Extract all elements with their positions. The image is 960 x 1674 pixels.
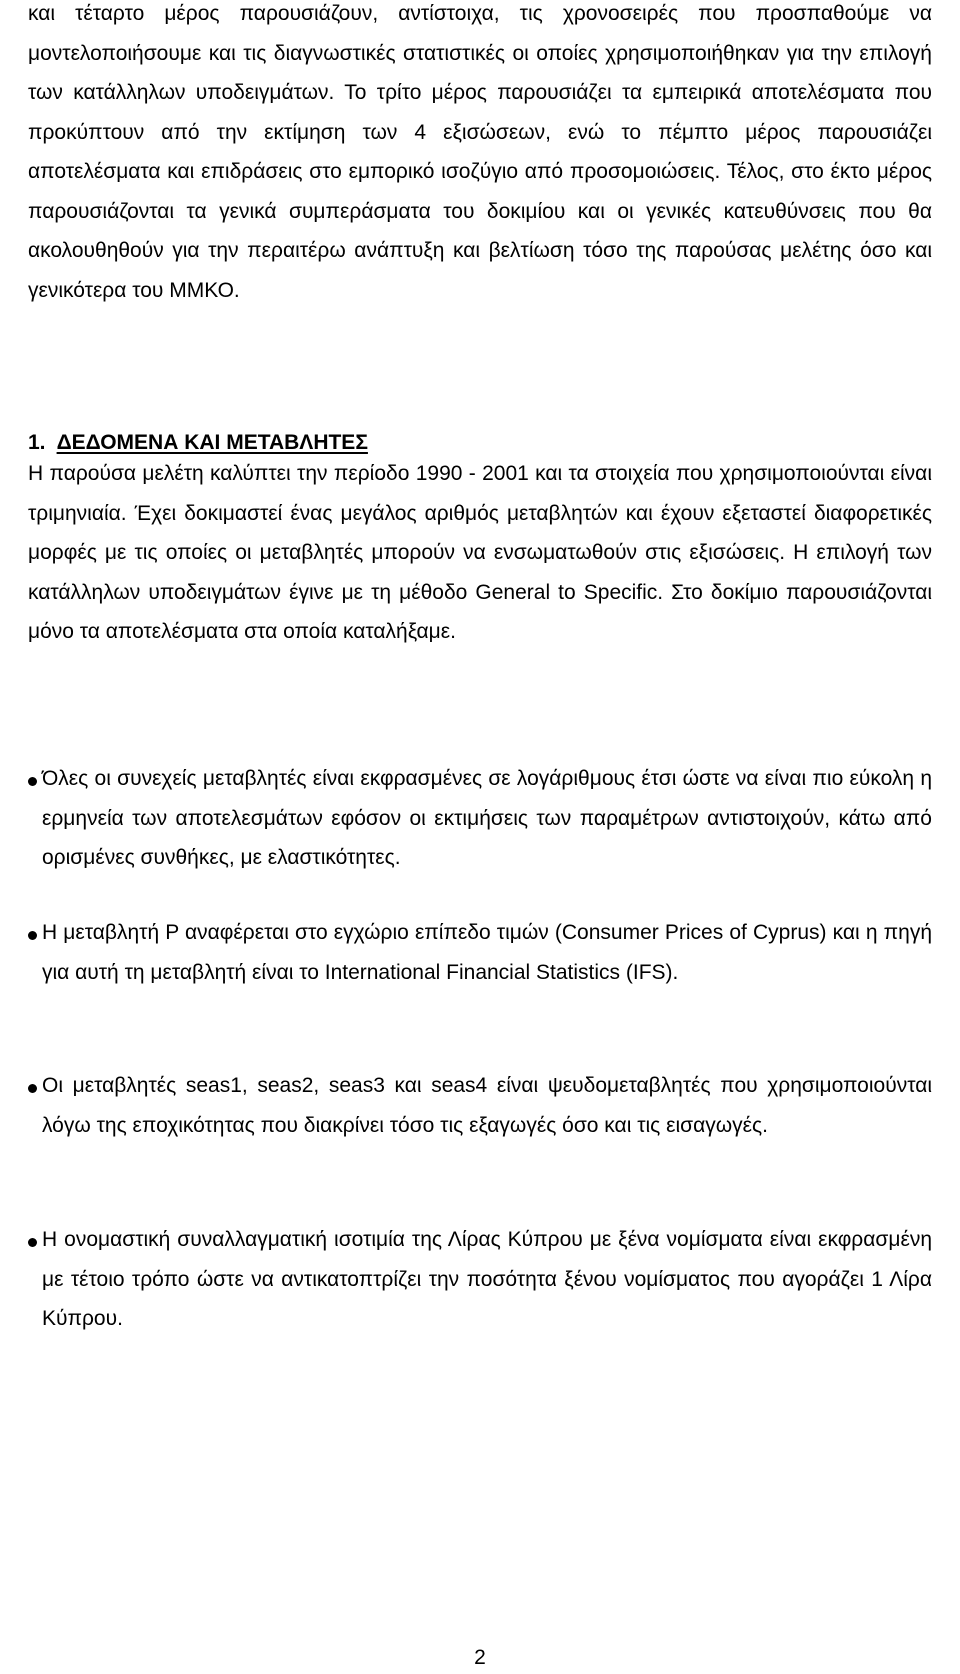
section-title: ΔΕΔΟΜΕΝΑ ΚΑΙ ΜΕΤΑΒΛΗΤΕΣ — [56, 431, 368, 454]
section-paragraph: Η παρούσα μελέτη καλύπτει την περίοδο 1990 - 2001 και τα στοιχεία που χρησιμοποιούνται είναι τριμηνιαία. Έχει δοκιμαστεί ένας μεγάλος αριθμός μεταβλητών και έχουν εξεταστεί διαφορετικές μορφές με τις οποίες οι μεταβλητές μπορούν να ενσωματωθούν στις εξισώσεις. Η επιλογή των κατάλληλων υποδειγμάτων έγινε με τη μέθοδο General to Specific. Στο δοκίμιο παρουσιάζονται μόνο τα αποτελέσματα στα οποία καταλήξαμε. — [28, 462, 932, 643]
list-item-text: Οι μεταβλητές seas1, seas2, seas3 και seas4 είναι ψευδομεταβλητές που χρησιμοποιούνται λόγω της εποχικότητας που διακρίνει τόσο τις εξαγωγές όσο και τις εισαγωγές. — [42, 1074, 932, 1137]
bullet-icon — [28, 1084, 37, 1093]
section-number: 1. — [28, 431, 46, 454]
list-item-text: Η ονομαστική συναλλαγματική ισοτιμία της Λίρας Κύπρου με ξένα νομίσματα είναι εκφρασμένη με τέτοιο τρόπο ώστε να αντικατοπτρίζει την ποσότητα ξένου νομίσματος που αγοράζει 1 Λίρα Κύπρου. — [42, 1228, 932, 1330]
bullet-icon — [28, 777, 37, 786]
page-number: 2 — [474, 1646, 486, 1669]
list-item-text: Όλες οι συνεχείς μεταβλητές είναι εκφρασμένες σε λογάριθμους έτσι ώστε να είναι πιο εύκολη η ερμηνεία των αποτελεσμάτων εφόσον οι εκτιμήσεις των παραμέτρων αντιστοιχούν, κάτω από ορισμένες συνθήκες, με ελαστικότητες. — [42, 767, 932, 869]
intro-paragraph: και τέταρτο μέρος παρουσιάζουν, αντίστοιχα, τις χρονοσειρές που προσπαθούμε να μοντελοποιήσουμε και τις διαγνωστικές στατιστικές οι οποίες χρησιμοποιήθηκαν για την επιλογή των κατάλληλων υποδειγμάτων. Το τρίτο μέρος παρουσιάζει τα εμπειρικά αποτελέσματα που προκύπτουν από την εκτίμηση των 4 εξισώσεων, ενώ το πέμπτο μέρος παρουσιάζει αποτελέσματα και επιδράσεις στο εμπορικό ισοζύγιο από προσομοιώσεις. Τέλος, στο έκτο μέρος παρουσιάζονται τα γενικά συμπεράσματα του δοκιμίου και οι γενικές κατευθύνσεις που θα ακολουθηθούν για την περαιτέρω ανάπτυξη και βελτίωση τόσο της παρούσας μελέτης όσο και γενικότερα του ΜΜΚΟ. — [28, 2, 932, 302]
bullet-icon — [28, 1238, 37, 1247]
list-item-text: Η μεταβλητή P αναφέρεται στο εγχώριο επίπεδο τιμών (Consumer Prices of Cyprus) και η πηγή για αυτή τη μεταβλητή είναι το International Financial Statistics (IFS). — [42, 921, 932, 984]
bullet-icon — [28, 931, 37, 940]
